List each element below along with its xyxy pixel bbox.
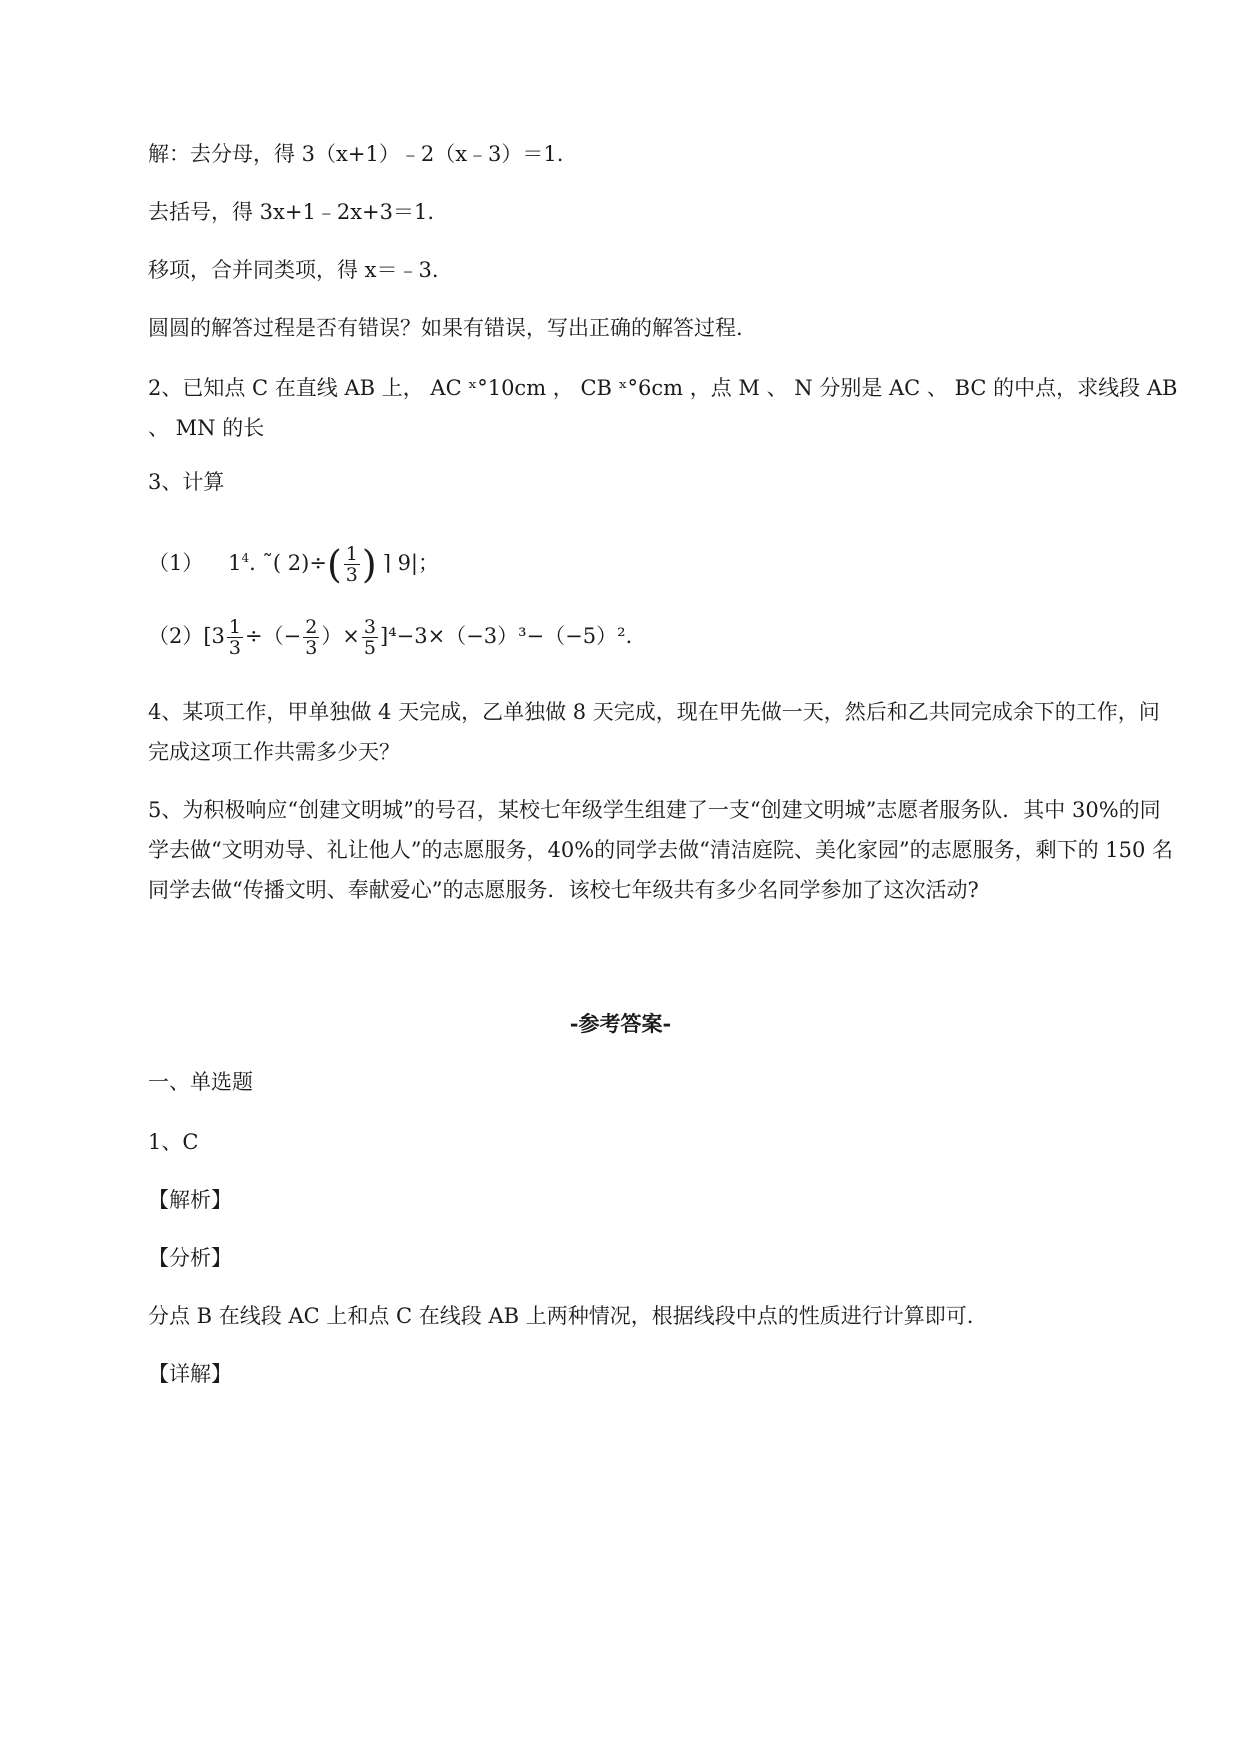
question-5: 5、为积极响应“创建文明城”的号召，某校七年级学生组建了一支“创建文明城”志愿者服务队．其中 30%的同学去做“文明劝导、礼让他人”的志愿服务，40%的同学去做“清洁庭院、美化家园”的志愿服务，剩下的 150 名同学去做“传播文明、奉献爱心”的志愿服务．该校七年级共有多少名同学参加了这次活动? (148, 798, 1174, 902)
calc-1-denominator: 3 (345, 564, 358, 586)
detail-heading: 【详解】 (148, 1362, 232, 1386)
calc-2-times: ）× (321, 624, 360, 648)
calc-2-label: （2）[3 (148, 624, 225, 648)
fraction-1-denominator: 3 (228, 637, 242, 659)
solution-step-3: 移项，合并同类项，得 x＝﹣3. (148, 258, 439, 282)
fenxi-heading: 【分析】 (148, 1246, 232, 1270)
calc-1-tail: ⌉ 9|； (382, 551, 440, 575)
question-3-title: 3、计算 (148, 470, 225, 494)
analysis-heading: 【解析】 (148, 1188, 232, 1212)
calc-2-divide: ÷（− (245, 624, 302, 648)
right-paren: ) (361, 542, 377, 587)
fraction-3-numerator: 3 (363, 616, 377, 638)
calc-2-tail: ]⁴−3×（−3）³−（−5）². (380, 624, 633, 648)
answer-1: 1、C (148, 1130, 199, 1154)
calc-1-fraction (344, 544, 360, 585)
calc-1-numerator: 1 (345, 543, 358, 565)
answer-title: -参考答案- (569, 1011, 672, 1036)
calc-2 (148, 608, 1168, 664)
fraction-2-numerator: 2 (305, 616, 318, 638)
fraction-1-numerator: 1 (228, 616, 242, 638)
calc-2-fraction-2 (303, 617, 319, 658)
calc-1-exponent: 4 (241, 551, 250, 565)
calc-1-middle: . ˜( 2)÷ (249, 551, 327, 575)
calc-1-base: 1 (228, 551, 242, 575)
solution-step-1: 解：去分母，得 3（x+1）﹣2（x﹣3）＝1. (148, 142, 564, 166)
calc-1 (148, 530, 1168, 586)
question-4: 4、某项工作，甲单独做 4 天完成，乙单独做 8 天完成，现在甲先做一天，然后和乙共同完成余下的工作，问完成这项工作共需多少天？ (148, 700, 1160, 764)
calc-1-label: （1） (148, 551, 204, 575)
calc-2-fraction-1 (227, 617, 243, 658)
question-2: 2、已知点 C 在直线 AB 上， AC ˣ°10cm ， CB ˣ°6cm ，点 M 、 N 分别是 AC 、 BC 的中点，求线段 AB 、 MN 的长 (148, 376, 1178, 440)
section-heading: 一、单选题 (148, 1070, 253, 1094)
question-prompt: 圆圆的解答过程是否有错误？如果有错误，写出正确的解答过程. (148, 316, 743, 340)
fraction-2-denominator: 3 (305, 637, 318, 659)
solution-step-2: 去括号，得 3x+1﹣2x+3＝1. (148, 200, 435, 224)
left-paren: ( (326, 542, 342, 587)
fenxi-text: 分点 B 在线段 AC 上和点 C 在线段 AB 上两种情况，根据线段中点的性质进行计算即可. (148, 1304, 974, 1328)
calc-2-fraction-3 (362, 617, 378, 658)
fraction-3-denominator: 5 (363, 637, 377, 659)
